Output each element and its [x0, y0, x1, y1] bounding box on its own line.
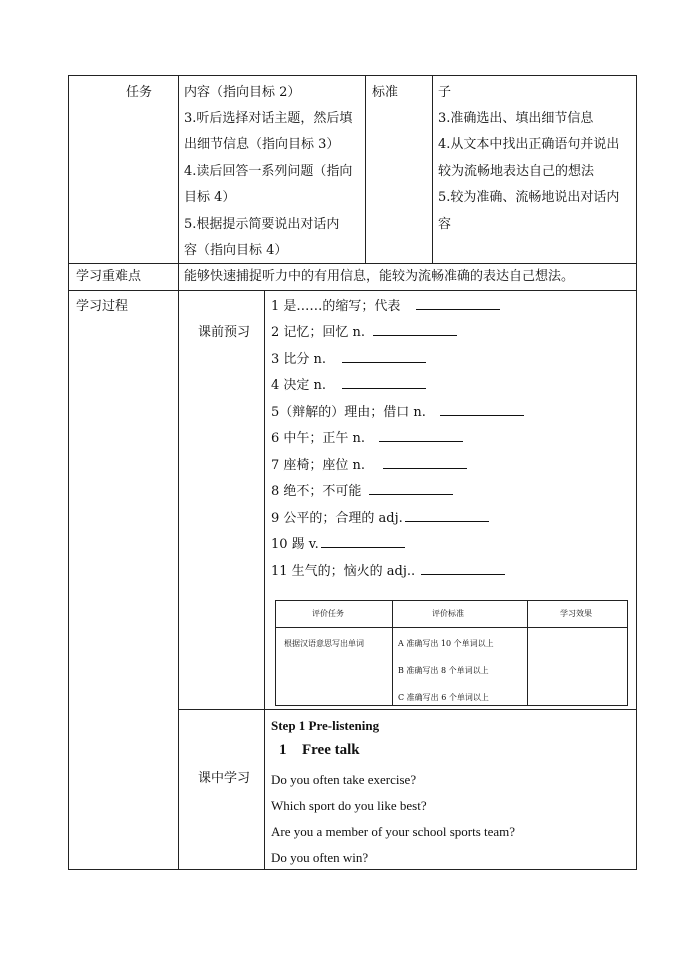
vocab-item: 10 踢 v.	[271, 532, 405, 558]
vocab-item: 7 座椅；座位 n.	[271, 453, 467, 479]
content-line: 容（指向目标 4）	[184, 243, 288, 258]
table-border-right	[636, 75, 637, 870]
sub-line: 容	[438, 217, 452, 232]
content-line: 4.读后回答一系列问题（指向	[184, 164, 353, 179]
col-divider-4	[264, 290, 265, 870]
class-label: 课中学习	[198, 771, 251, 786]
sub-line: 较为流畅地表达自己的想法	[438, 164, 595, 179]
process-label: 学习过程	[76, 299, 129, 314]
col-divider-1	[178, 75, 179, 870]
vocab-item: 8 绝不；不可能	[271, 479, 453, 505]
row-divider-3	[178, 709, 637, 710]
question-item: Are you a member of your school sports team?	[271, 824, 516, 839]
sub-line: 4.从文本中找出正确语句并说出	[438, 137, 620, 152]
vocab-item: 11 生气的；恼火的 adj..	[271, 559, 505, 585]
focus-label: 学习重难点	[76, 269, 142, 284]
content-line: 出细节信息（指向目标 3）	[184, 137, 340, 152]
eval-header-criteria: 评价标准	[432, 609, 464, 618]
table-border-left	[68, 75, 69, 870]
eval-criterion: B 准确写出 8 个单词以上	[398, 666, 489, 675]
vocab-item: 6 中午；正午 n.	[271, 426, 463, 452]
sub-line: 子	[438, 85, 452, 100]
table-border-top	[68, 75, 637, 76]
content-line: 5.根据提示简要说出对话内	[184, 217, 340, 232]
step-heading: Step 1 Pre-listening	[271, 718, 380, 733]
row-divider-2	[68, 290, 637, 291]
question-item: Do you often take exercise?	[271, 772, 417, 787]
eval-task: 根据汉语意思写出单词	[284, 639, 364, 648]
content-line: 3.听后选择对话主题，然后填	[184, 111, 353, 126]
vocab-item: 4 决定 n.	[271, 373, 426, 399]
free-talk-heading: Free talk	[302, 742, 360, 758]
preview-label: 课前预习	[198, 325, 251, 340]
question-item: Do you often win?	[271, 850, 369, 865]
content-line: 目标 4）	[184, 190, 236, 205]
sub-line: 3.准确选出、填出细节信息	[438, 111, 594, 126]
vocab-item: 5（辩解的）理由；借口 n.	[271, 400, 524, 426]
eval-criterion: A 准确写出 10 个单词以上	[398, 639, 494, 648]
eval-criterion: C 准确写出 6 个单词以上	[398, 693, 489, 702]
col-divider-2	[365, 75, 366, 264]
question-item: Which sport do you like best?	[271, 798, 427, 813]
task-label: 任务	[126, 85, 153, 100]
vocab-item: 1 是……的缩写；代表	[271, 294, 500, 320]
eval-header-task: 评价任务	[312, 609, 344, 618]
vocab-item: 3 比分 n.	[271, 347, 426, 373]
eval-header-effect: 学习效果	[560, 609, 592, 618]
content-line: 内容（指向目标 2）	[184, 85, 301, 100]
standard-label: 标准	[372, 85, 399, 100]
vocab-item: 2 记忆；回忆 n.	[271, 320, 457, 346]
focus-text: 能够快速捕捉听力中的有用信息，能较为流畅准确的表达自己想法。	[184, 269, 575, 284]
col-divider-3	[432, 75, 433, 264]
free-talk-number: 1	[279, 742, 287, 758]
sub-line: 5.较为准确、流畅地说出对话内	[438, 190, 620, 205]
vocab-item: 9 公平的；合理的 adj.	[271, 506, 489, 532]
